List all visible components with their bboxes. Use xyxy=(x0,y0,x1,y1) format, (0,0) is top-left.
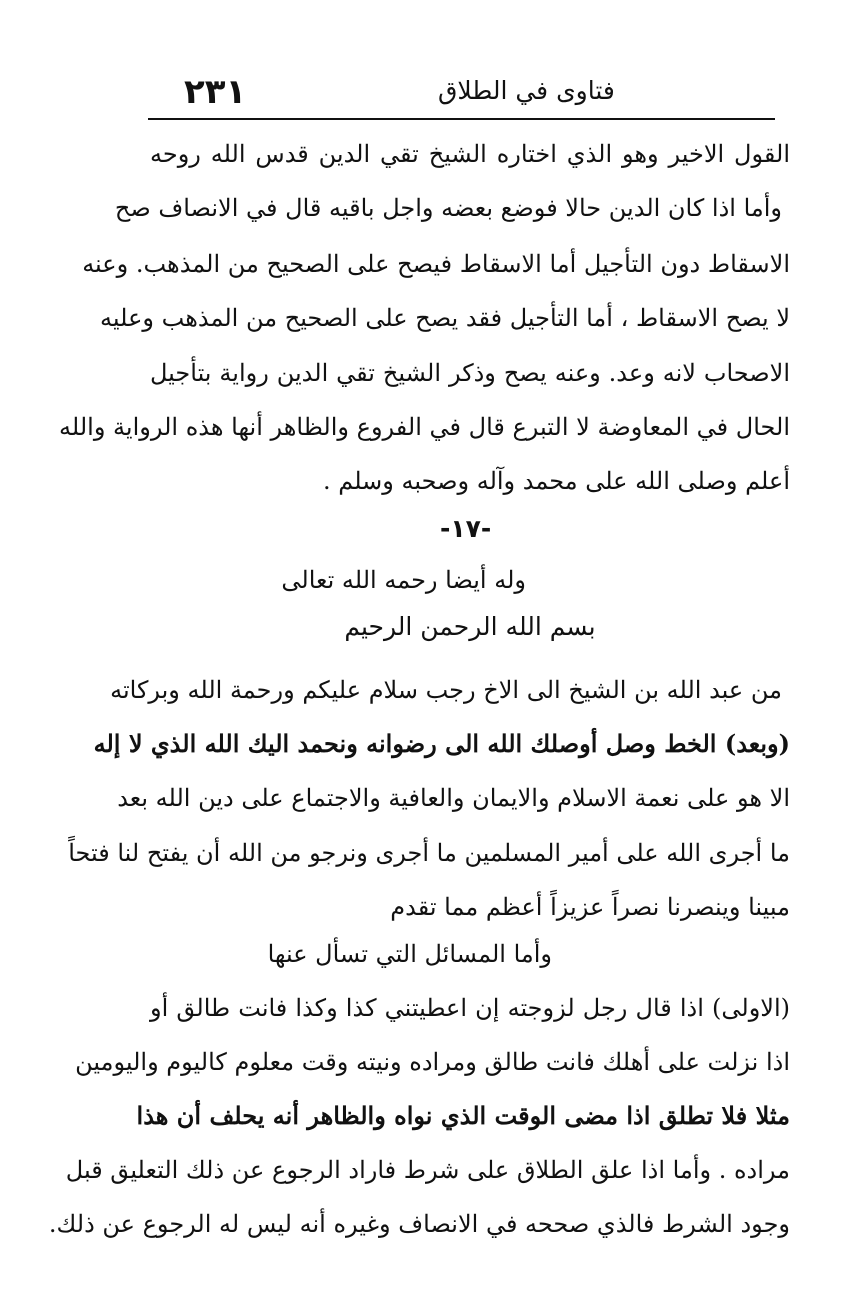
text-line: ما أجرى الله على أمير المسلمين ما أجرى ونرجو من الله أن يفتح لنا فتحاً xyxy=(68,839,790,867)
text-line: لا يصح الاسقاط ، أما التأجيل فقد يصح على الصحيح من المذهب وعليه xyxy=(100,304,790,332)
section-number: -١٧- xyxy=(440,514,492,543)
page-header xyxy=(148,70,773,116)
text-line: الحال في المعاوضة لا التبرع قال في الفروع والظاهر أنها هذه الرواية والله xyxy=(59,413,790,441)
text-line: من عبد الله بن الشيخ الى الاخ رجب سلام عليكم ورحمة الله وبركاته xyxy=(110,676,782,704)
running-title: فتاوى في الطلاق xyxy=(438,76,615,105)
text-line: (وبعد) الخط وصل أوصلك الله الى رضوانه ونحمد اليك الله الذي لا إله xyxy=(93,729,790,758)
text-line: مراده . وأما اذا علق الطلاق على شرط فاراد الرجوع عن ذلك التعليق قبل xyxy=(65,1156,790,1184)
text-line: الاسقاط دون التأجيل أما الاسقاط فيصح على الصحيح من المذهب. وعنه xyxy=(82,250,790,278)
page-number: ٢٣١ xyxy=(184,72,247,112)
header-rule xyxy=(148,118,775,120)
text-line: مبينا وينصرنا نصراً عزيزاً أعظم مما تقدم xyxy=(390,893,790,921)
text-line: الا هو على نعمة الاسلام والايمان والعافية والاجتماع على دين الله بعد xyxy=(117,784,790,812)
text-line: (الاولى) اذا قال رجل لزوجته إن اعطيتني كذا وكذا فانت طالق أو xyxy=(150,994,790,1022)
text-line: وأما اذا كان الدين حالا فوضع بعضه واجل باقيه قال في الانصاف صح xyxy=(114,194,782,222)
text-line: أعلم وصلى الله على محمد وآله وصحبه وسلم . xyxy=(323,467,790,495)
text-line: الاصحاب لانه وعد. وعنه يصح وذكر الشيخ تقي الدين رواية بتأجيل xyxy=(150,359,790,387)
text-line: اذا نزلت على أهلك فانت طالق ومراده ونيته وقت معلوم كاليوم واليومين xyxy=(75,1048,790,1076)
text-line: وأما المسائل التي تسأل عنها xyxy=(267,940,552,968)
basmala: بسم الله الرحمن الرحيم xyxy=(344,612,596,641)
text-line: وجود الشرط فالذي صححه في الانصاف وغيره أنه ليس له الرجوع عن ذلك. xyxy=(48,1210,790,1238)
text-line: القول الاخير وهو الذي اختاره الشيخ تقي الدين قدس الله روحه xyxy=(150,140,790,168)
text-line: وله أيضا رحمه الله تعالى xyxy=(281,566,526,594)
text-line: مثلا فلا تطلق اذا مضى الوقت الذي نواه والظاهر أنه يحلف أن هذا xyxy=(136,1101,790,1130)
